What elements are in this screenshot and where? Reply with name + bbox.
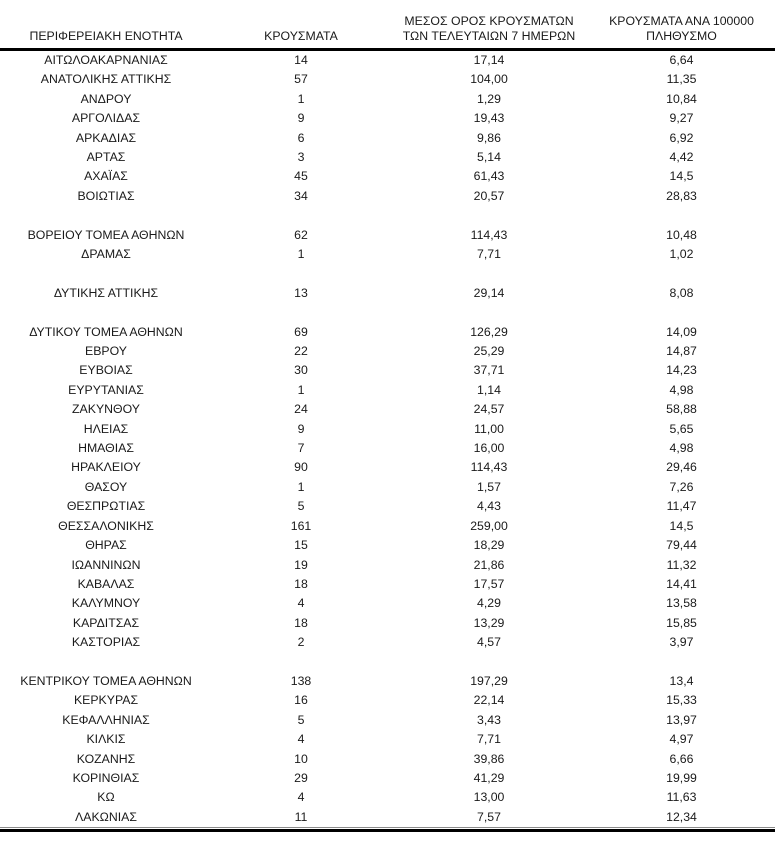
cases-cell: 69 xyxy=(294,324,308,339)
table-row xyxy=(0,109,775,128)
avg7days-cell: 4,29 xyxy=(477,596,501,611)
per100k-cell: 14,41 xyxy=(666,576,697,591)
avg7days-cell: 114,43 xyxy=(470,227,508,242)
table-row xyxy=(0,420,775,439)
spacer-cell xyxy=(0,206,775,225)
table-row xyxy=(0,691,775,710)
region-cell: ΕΒΡΟΥ xyxy=(85,344,127,359)
region-cell: ΚΑΒΑΛΑΣ xyxy=(77,576,135,591)
avg7days-cell: 29,14 xyxy=(473,285,505,300)
per100k-cell: 13,58 xyxy=(666,596,697,611)
table-row xyxy=(0,788,775,807)
avg7days-cell: 4,57 xyxy=(477,635,501,650)
region-cell: ΘΕΣΠΡΩΤΙΑΣ xyxy=(66,499,146,514)
table-row xyxy=(0,381,775,400)
avg7days-cell: 1,57 xyxy=(477,479,501,494)
table-row xyxy=(0,167,775,186)
avg7days-cell: 19,43 xyxy=(473,111,505,126)
region-cell: ΑΡΓΟΛΙΔΑΣ xyxy=(71,111,141,126)
avg7days-cell: 7,71 xyxy=(477,247,501,262)
region-cell: ΚΑΛΥΜΝΟΥ xyxy=(71,596,141,611)
table-row xyxy=(0,129,775,148)
region-cell: ΔΥΤΙΚΟΥ ΤΟΜΕΑ ΑΘΗΝΩΝ xyxy=(29,324,183,339)
cases-cell: 1 xyxy=(297,479,305,494)
region-cell: ΘΗΡΑΣ xyxy=(85,538,127,553)
table-row xyxy=(0,672,775,691)
cases-cell: 18 xyxy=(294,615,308,630)
table-row xyxy=(0,284,775,303)
region-cell: ΚΑΣΤΟΡΙΑΣ xyxy=(71,635,141,650)
per100k-cell: 11,35 xyxy=(666,72,697,87)
cases-cell: 9 xyxy=(297,421,305,436)
region-cell: ΚΩ xyxy=(97,790,115,805)
column-header-0 xyxy=(0,6,212,50)
per100k-cell: 14,09 xyxy=(666,324,697,339)
cases-cell: 4 xyxy=(297,596,305,611)
table-row xyxy=(0,769,775,788)
column-header-line: ΚΡΟΥΣΜΑΤΑ xyxy=(264,29,338,43)
cases-cell: 24 xyxy=(294,402,308,417)
table-row xyxy=(0,536,775,555)
table-row xyxy=(0,70,775,89)
region-cell: ΚΟΡΙΝΘΙΑΣ xyxy=(72,770,140,785)
table-row xyxy=(0,342,775,361)
region-cell: ΘΕΣΣΑΛΟΝΙΚΗΣ xyxy=(58,518,154,533)
avg7days-cell: 126,29 xyxy=(470,324,508,339)
cases-cell: 16 xyxy=(294,693,308,708)
table-row xyxy=(0,517,775,536)
region-cell: ΚΕΡΚΥΡΑΣ xyxy=(73,693,139,708)
cases-cell: 11 xyxy=(294,809,308,824)
cases-cell: 18 xyxy=(294,576,308,591)
spacer-row xyxy=(0,653,775,672)
table-row xyxy=(0,90,775,109)
region-cell: ΛΑΚΩΝΙΑΣ xyxy=(75,809,137,824)
per100k-cell: 13,4 xyxy=(669,673,694,688)
cases-cell: 19 xyxy=(294,557,308,572)
per100k-cell: 11,47 xyxy=(666,499,697,514)
per100k-cell: 4,42 xyxy=(669,150,694,165)
per100k-cell: 12,34 xyxy=(666,809,697,824)
per100k-cell: 4,98 xyxy=(669,382,694,397)
avg7days-cell: 3,43 xyxy=(477,712,501,727)
avg7days-cell: 1,29 xyxy=(477,91,501,106)
avg7days-cell: 37,71 xyxy=(473,363,505,378)
table-row xyxy=(0,614,775,633)
cases-cell: 34 xyxy=(294,188,308,203)
column-header-1 xyxy=(212,6,390,50)
per100k-cell: 14,5 xyxy=(669,169,694,184)
region-cell: ΕΥΡΥΤΑΝΙΑΣ xyxy=(68,382,144,397)
per100k-cell: 11,32 xyxy=(666,557,697,572)
cases-cell: 45 xyxy=(294,169,308,184)
per100k-cell: 13,97 xyxy=(666,712,697,727)
column-header-line: ΤΩΝ ΤΕΛΕΥΤΑΙΩΝ 7 ΗΜΕΡΩΝ xyxy=(402,29,576,43)
table-row xyxy=(0,226,775,245)
cases-cell: 1 xyxy=(297,247,305,262)
region-cell: ΑΙΤΩΛΟΑΚΑΡΝΑΝΙΑΣ xyxy=(44,53,168,67)
avg7days-cell: 18,29 xyxy=(473,538,505,553)
spacer-row xyxy=(0,264,775,283)
cases-cell: 4 xyxy=(297,790,305,805)
avg7days-cell: 13,00 xyxy=(473,790,505,805)
region-cell: ΑΧΑΪΑΣ xyxy=(84,169,128,184)
cases-cell: 2 xyxy=(297,635,305,650)
avg7days-cell: 21,86 xyxy=(473,557,505,572)
table-row xyxy=(0,711,775,730)
avg7days-cell: 16,00 xyxy=(473,441,505,456)
table-row xyxy=(0,50,775,71)
per100k-cell: 8,08 xyxy=(669,285,694,300)
cases-cell: 90 xyxy=(294,460,308,475)
cases-cell: 5 xyxy=(297,712,305,727)
per100k-cell: 7,26 xyxy=(669,479,694,494)
avg7days-cell: 61,43 xyxy=(473,169,505,184)
table-row xyxy=(0,594,775,613)
region-cell: ΒΟΙΩΤΙΑΣ xyxy=(77,188,135,203)
region-cell: ΖΑΚΥΝΘΟΥ xyxy=(72,402,140,417)
region-cell: ΕΥΒΟΙΑΣ xyxy=(79,363,133,378)
cases-cell: 7 xyxy=(297,441,305,456)
region-cell: ΗΜΑΘΙΑΣ xyxy=(78,441,134,456)
per100k-cell: 79,44 xyxy=(666,538,697,553)
cases-cell: 30 xyxy=(294,363,308,378)
region-cell: ΘΑΣΟΥ xyxy=(84,479,128,494)
cases-cell: 29 xyxy=(294,770,308,785)
avg7days-cell: 11,00 xyxy=(474,421,504,436)
avg7days-cell: 1,14 xyxy=(477,382,501,397)
avg7days-cell: 104,00 xyxy=(470,72,508,87)
table-row xyxy=(0,187,775,206)
per100k-cell: 29,46 xyxy=(666,460,697,475)
region-cell: ΒΟΡΕΙΟΥ ΤΟΜΕΑ ΑΘΗΝΩΝ xyxy=(27,227,185,242)
column-header-line: ΠΕΡΙΦΕΡΕΙΑΚΗ ΕΝΟΤΗΤΑ xyxy=(29,29,183,43)
avg7days-cell: 7,71 xyxy=(477,732,501,747)
table-body xyxy=(0,50,775,828)
per100k-cell: 3,97 xyxy=(669,635,694,650)
per100k-cell: 9,27 xyxy=(669,111,694,126)
cases-cell: 4 xyxy=(297,732,305,747)
table-head xyxy=(0,6,775,50)
cases-cell: 14 xyxy=(294,53,308,67)
cases-cell: 1 xyxy=(297,382,305,397)
table-row xyxy=(0,361,775,380)
table-bottom-rule-thick xyxy=(0,829,775,832)
cases-cell: 22 xyxy=(294,344,308,359)
avg7days-cell: 5,14 xyxy=(477,150,501,165)
per100k-cell: 6,64 xyxy=(669,53,694,67)
cases-cell: 62 xyxy=(294,227,308,242)
avg7days-cell: 13,29 xyxy=(473,615,505,630)
region-cell: ΑΝΑΤΟΛΙΚΗΣ ΑΤΤΙΚΗΣ xyxy=(40,72,172,87)
region-cell: ΑΡΤΑΣ xyxy=(86,150,126,165)
per100k-cell: 14,5 xyxy=(669,518,694,533)
column-header-line: ΜΕΣΟΣ ΟΡΟΣ ΚΡΟΥΣΜΑΤΩΝ xyxy=(404,14,574,28)
table-row xyxy=(0,400,775,419)
region-cell: ΚΕΦΑΛΛΗΝΙΑΣ xyxy=(62,712,150,727)
cases-cell: 161 xyxy=(290,518,312,533)
cases-cell: 15 xyxy=(294,538,308,553)
table-row xyxy=(0,750,775,769)
table-row xyxy=(0,808,775,827)
region-cell: ΗΡΑΚΛΕΙΟΥ xyxy=(71,460,141,475)
avg7days-cell: 17,14 xyxy=(473,53,505,67)
table-row xyxy=(0,323,775,342)
avg7days-cell: 24,57 xyxy=(473,402,505,417)
per100k-cell: 28,83 xyxy=(666,188,697,203)
table-header-row xyxy=(0,6,775,50)
region-cell: ΚΙΛΚΙΣ xyxy=(86,732,126,747)
per100k-cell: 6,66 xyxy=(669,751,694,766)
region-cell: ΔΡΑΜΑΣ xyxy=(81,247,131,262)
per100k-cell: 15,85 xyxy=(666,615,697,630)
table-row xyxy=(0,245,775,264)
per100k-cell: 4,97 xyxy=(669,732,694,747)
avg7days-cell: 41,29 xyxy=(473,770,505,785)
cases-cell: 3 xyxy=(297,150,305,165)
column-header-2 xyxy=(390,6,588,50)
per100k-cell: 5,65 xyxy=(669,421,694,436)
per100k-cell: 4,98 xyxy=(669,441,694,456)
per100k-cell: 15,33 xyxy=(666,693,697,708)
table-row xyxy=(0,148,775,167)
per100k-cell: 19,99 xyxy=(666,770,697,785)
per100k-cell: 58,88 xyxy=(666,402,697,417)
column-header-3 xyxy=(588,6,775,50)
table-row xyxy=(0,633,775,652)
avg7days-cell: 39,86 xyxy=(473,751,505,766)
cases-cell: 10 xyxy=(294,751,308,766)
column-header-line: ΚΡΟΥΣΜΑΤΑ ΑΝΑ 100000 xyxy=(609,14,754,28)
per100k-cell: 14,23 xyxy=(666,363,697,378)
spacer-cell xyxy=(0,264,775,283)
avg7days-cell: 17,57 xyxy=(473,576,505,591)
region-cell: ΙΩΑΝΝΙΝΩΝ xyxy=(71,557,141,572)
table-row xyxy=(0,497,775,516)
per100k-cell: 6,92 xyxy=(669,130,694,145)
region-cell: ΚΕΝΤΡΙΚΟΥ ΤΟΜΕΑ ΑΘΗΝΩΝ xyxy=(20,673,192,688)
avg7days-cell: 25,29 xyxy=(473,344,505,359)
table-row xyxy=(0,439,775,458)
avg7days-cell: 22,14 xyxy=(473,693,505,708)
table-row xyxy=(0,458,775,477)
cases-cell: 6 xyxy=(297,130,305,145)
cases-by-region-table-section xyxy=(0,6,775,832)
avg7days-cell: 114,43 xyxy=(470,460,508,475)
per100k-cell: 11,63 xyxy=(666,790,697,805)
per100k-cell: 14,87 xyxy=(666,344,697,359)
spacer-cell xyxy=(0,303,775,322)
per100k-cell: 10,84 xyxy=(666,91,697,106)
table-row xyxy=(0,575,775,594)
cases-cell: 57 xyxy=(294,72,308,87)
per100k-cell: 10,48 xyxy=(666,227,697,242)
region-cell: ΚΟΖΑΝΗΣ xyxy=(76,751,136,766)
table-row xyxy=(0,478,775,497)
cases-cell: 1 xyxy=(297,91,305,106)
avg7days-cell: 259,00 xyxy=(470,518,508,533)
avg7days-cell: 7,57 xyxy=(477,809,501,824)
region-cell: ΔΥΤΙΚΗΣ ΑΤΤΙΚΗΣ xyxy=(53,285,159,300)
cases-cell: 5 xyxy=(297,499,305,514)
cases-cell: 9 xyxy=(297,111,305,126)
region-cell: ΑΝΔΡΟΥ xyxy=(80,91,132,106)
region-cell: ΑΡΚΑΔΙΑΣ xyxy=(75,130,137,145)
avg7days-cell: 9,86 xyxy=(477,130,501,145)
cases-by-region-table xyxy=(0,6,775,827)
cases-cell: 13 xyxy=(294,285,308,300)
avg7days-cell: 197,29 xyxy=(470,673,508,688)
column-header-line: ΠΛΗΘΥΣΜΟ xyxy=(646,29,717,43)
avg7days-cell: 4,43 xyxy=(477,499,501,514)
spacer-row xyxy=(0,206,775,225)
cases-cell: 138 xyxy=(290,673,312,688)
table-row xyxy=(0,556,775,575)
region-cell: ΗΛΕΙΑΣ xyxy=(83,421,129,436)
spacer-row xyxy=(0,303,775,322)
per100k-cell: 1,02 xyxy=(669,247,694,262)
spacer-cell xyxy=(0,653,775,672)
table-row xyxy=(0,730,775,749)
avg7days-cell: 20,57 xyxy=(473,188,505,203)
region-cell: ΚΑΡΔΙΤΣΑΣ xyxy=(72,615,140,630)
